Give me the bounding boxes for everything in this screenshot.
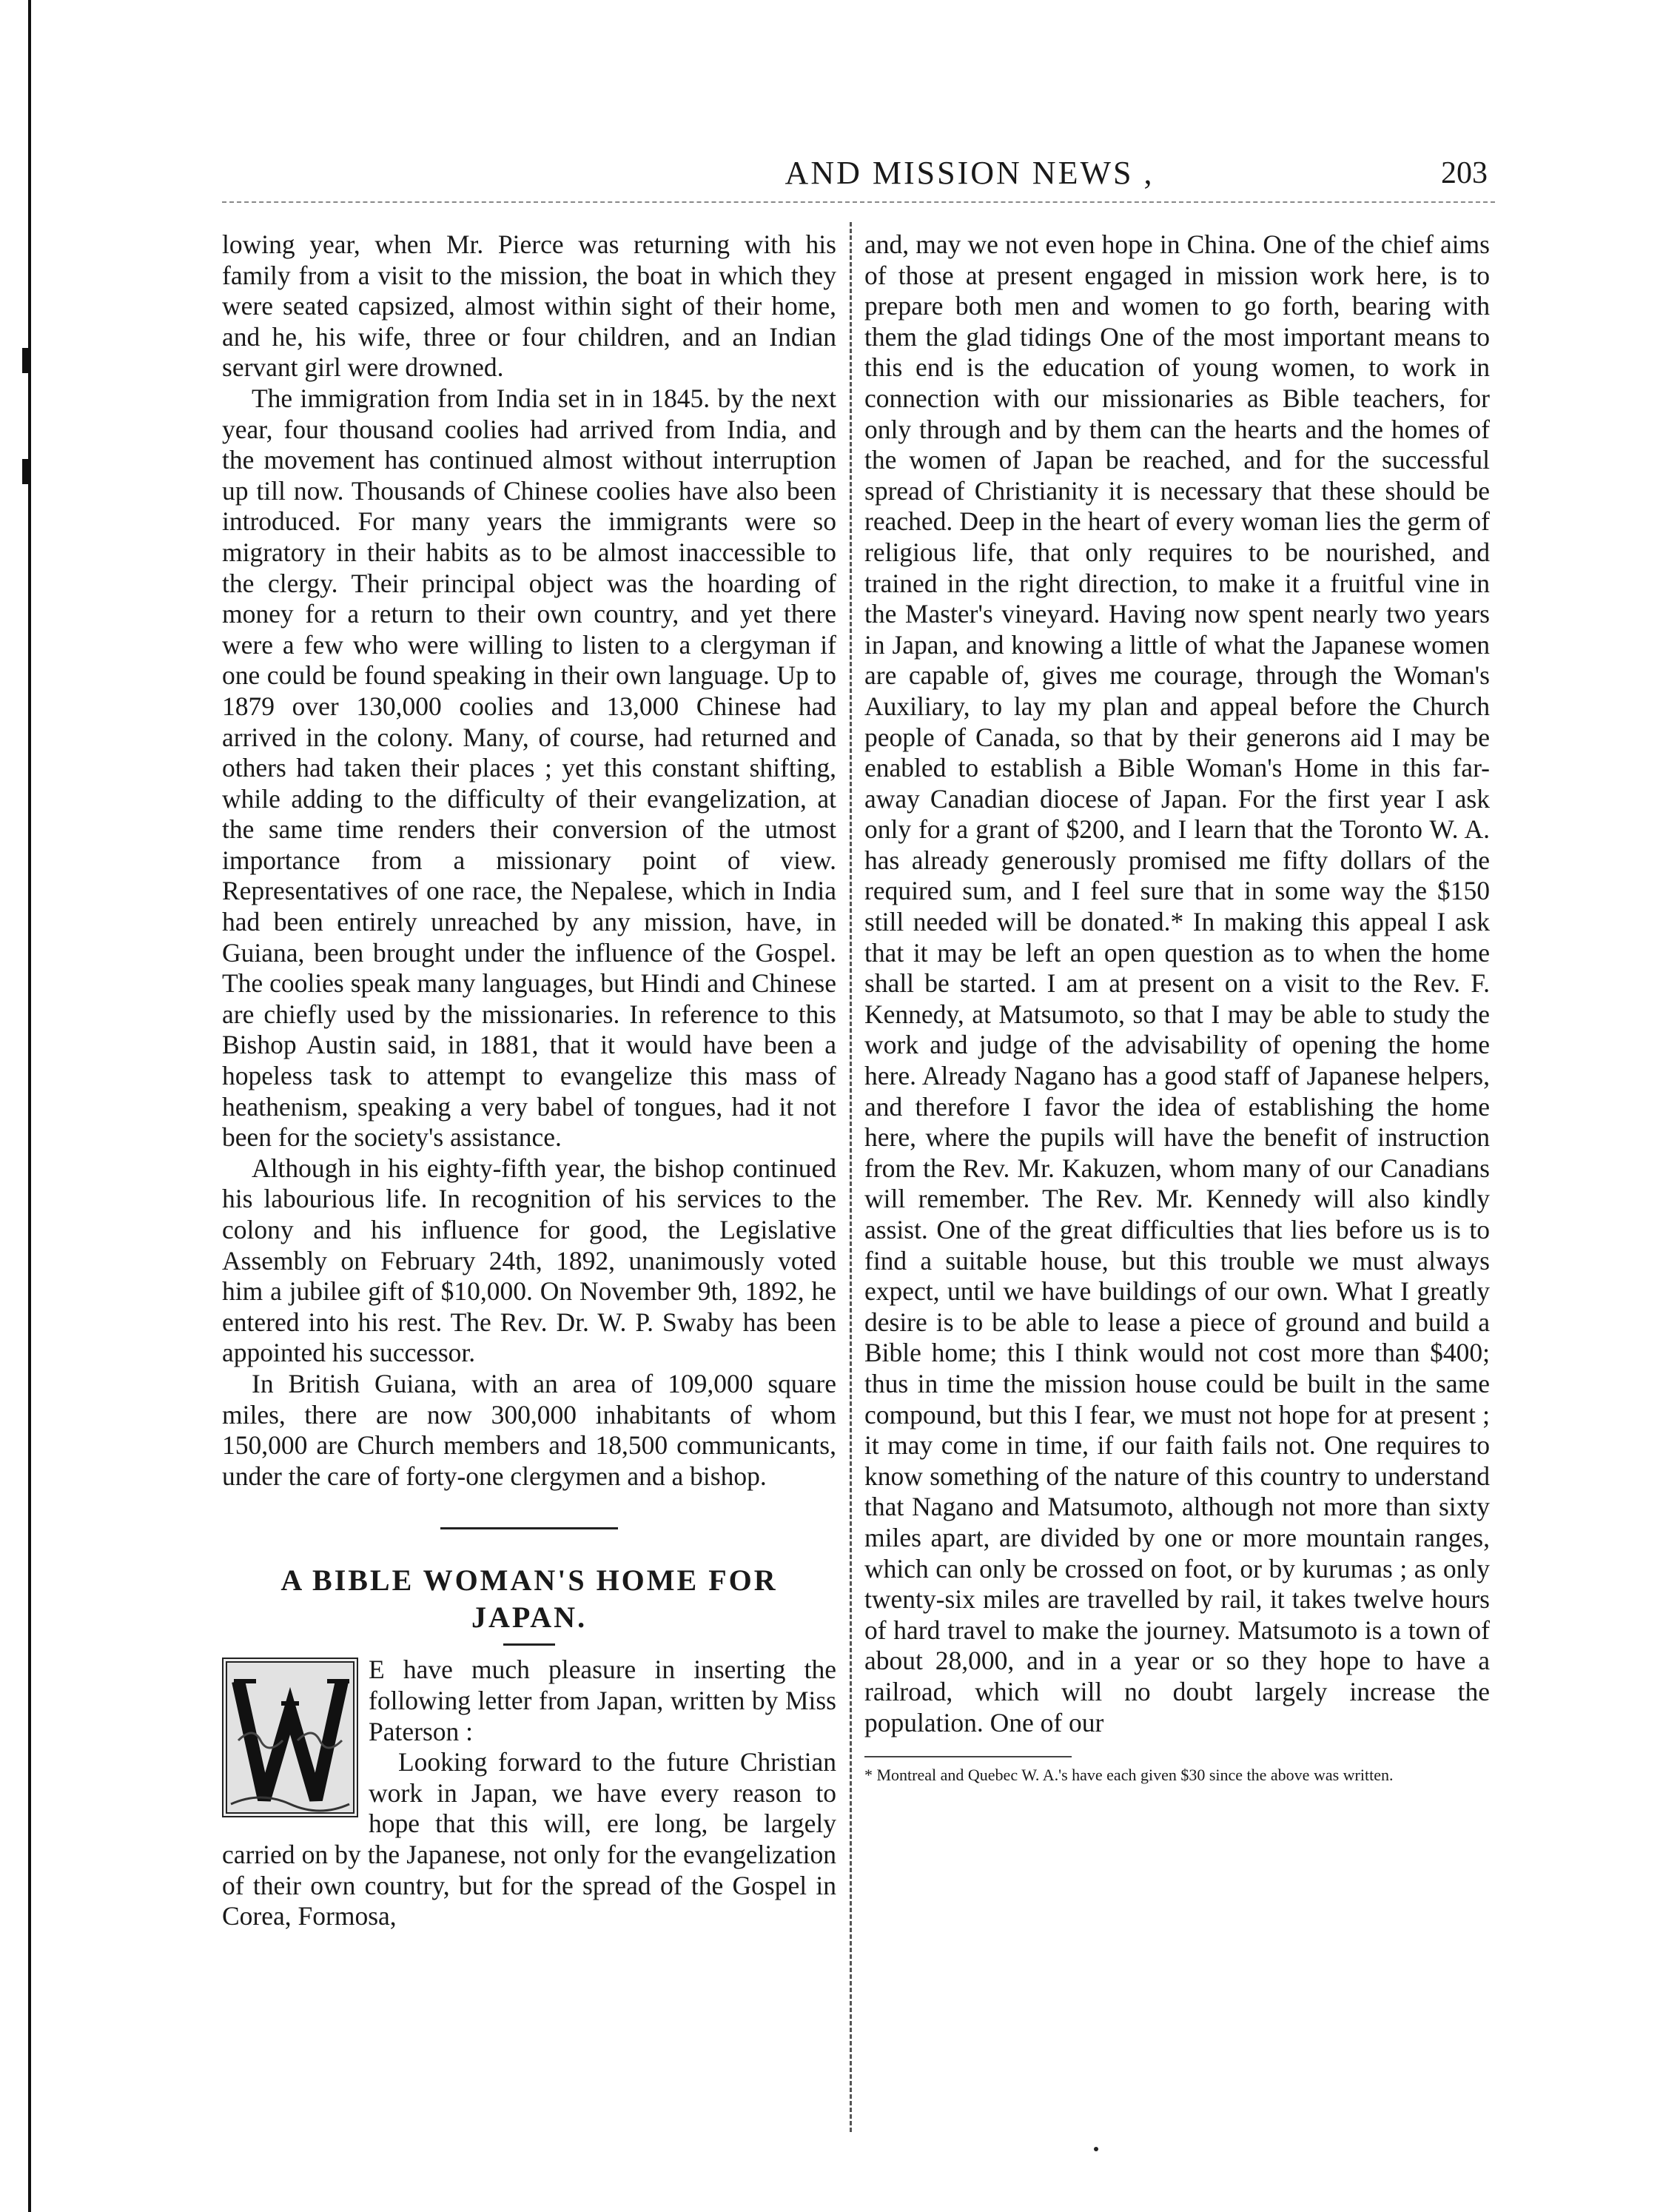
right-column <box>864 229 1490 1786</box>
paragraph: lowing year, when Mr. Pierce was returning with his family from a visit to the mission, the boat in which they were seated capsized, almost within sight of their home, and he, his wife, three or four children, and an Indian servant girl were drowned. <box>222 229 836 383</box>
paragraph: and, may we not even hope in China. One of the chief aims of those at present engaged in mission work here, is to prepare both men and women to go forth, bearing with them the glad tidings One of the most important means to this end is the education of young women, to work in connection with our missionaries as Bible teachers, for only through and by them can the hearts and the homes of the women of Japan be reached, and for the successful spread of Christianity it is necessary that these should be reached. Deep in the heart of every woman lies the germ of religious life, that only requires to be nourished, and trained in the right direction, to make it a fruitful vine in the Master's vineyard. Having now spent nearly two years in Japan, and knowing a little of what the Japanese women are capable of, gives me courage, through the Woman's Auxiliary, to lay my plan and appeal before the Church people of Canada, so that by their generons aid I may be enabled to establish a Bible Woman's Home in this far-away Canadian diocese of Japan. For the first year I ask only for a grant of $200, and I learn that the Toronto W. A. has already generously promised me fifty dollars of the required sum, and I feel sure that in some way the $150 still needed will be donated.* In making this appeal I ask that it may be left an open question as to when the home shall be started. I am at present on a visit to the Rev. F. Kennedy, at Matsumoto, so that I may be able to study the work and judge of the advisability of opening the home here. Already Nagano has a good staff of Japanese helpers, and therefore I favor the idea of establishing the home here, where the pupils will have the benefit of instruction from the Rev. Mr. Kakuzen, whom many of our Canadians will remember. The Rev. Mr. Kennedy will also kindly assist. One of the great difficulties that lies before us is to find a suitable house, but this trouble we must always expect, until we have buildings of our own. What I greatly desire is to be able to lease a piece of ground and build a Bible home; this I think would not cost more than $400; thus in time the mission house could be built in the same compound, but this I fear, we must not hope for at present ; it may come in time, if our faith fails not. One requires to know something of the nature of this country to understand that Nagano and Matsumoto, although not more than sixty miles apart, are divided by one or more mountain ranges, which can only be crossed on foot, or by kurumas ; as only twenty-six miles are travelled by rail, it takes twelve hours of hard travel to make the journey. Matsumoto is a town of about 28,000, and in a year or so they hope to have a railroad, which will no doubt largely increase the population. One of our <box>864 229 1490 1737</box>
ornamental-initial-w-drawing <box>224 1659 357 1816</box>
header-rule <box>222 201 1495 203</box>
article-title-line: A BIBLE WOMAN'S HOME FOR <box>280 1564 778 1598</box>
ornamental-initial-w <box>222 1658 358 1817</box>
title-rule <box>503 1643 555 1646</box>
binding-edge-line <box>28 0 31 2212</box>
paragraph: The immigration from India set in in 1845. by the next year, four thousand coolies had arrived from India, and the movement has continued almost without interruption up till now. Thousands of Chinese coolies have also been introduced. For many years the immigrants were so migratory in their habits as to be almost inaccessible to the clergy. Their principal object was the hoarding of money for a return to their own country, and yet there were a few who were willing to listen to a clergyman if one could be found speaking in their own language. Up to 1879 over 130,000 coolies and 13,000 Chinese had arrived in the colony. Many, of course, had returned and others had taken their places ; yet this constant shifting, while adding to the difficulty of their evangelization, at the same time renders their conversion of the utmost importance from a missionary point of view. Representatives of one race, the Nepalese, which in India had been entirely unreached by any mission, have, in Guiana, been brought under the influence of the Gospel. The coolies speak many languages, but Hindi and Chinese are chiefly used by the missionaries. In reference to this Bishop Austin said, in 1881, that it would have been a hopeless task to attempt to evangelize this mass of heathenism, speaking a very babel of tongues, had it not been for the society's assistance. <box>222 383 836 1153</box>
column-divider <box>850 222 852 2132</box>
footnote: * Montreal and Quebec W. A.'s have each given $30 since the above was written. <box>864 1766 1394 1785</box>
page-number: 203 <box>1441 156 1488 190</box>
running-title: AND MISSION NEWS , <box>785 155 1155 191</box>
left-column <box>222 229 836 1932</box>
paragraph: Looking forward to the future Christian work in Japan, we have every reason to hope that this will, ere long, be largely carried on by the Japanese, not only for the evangelization of their own country, but for the spread of the Gospel in Corea, Formosa, <box>222 1747 836 1931</box>
article-title-line: JAPAN. <box>471 1601 588 1635</box>
running-head <box>222 148 1495 200</box>
page-speck <box>1094 2147 1098 2151</box>
section-separator-rule <box>440 1527 618 1529</box>
paragraph: E have much pleasure in inserting the following letter from Japan, written by Miss Paterson : <box>369 1655 836 1746</box>
footnote-rule <box>864 1756 1072 1757</box>
binding-mark <box>22 348 30 373</box>
binding-mark <box>22 459 30 484</box>
article-title <box>222 1562 836 1636</box>
paragraph: Although in his eighty-fifth year, the bishop continued his labourious life. In recognition of his services to the colony and his influence for good, the Legislative Assembly on February 24th, 1892, unanimously voted him a jubilee gift of $10,000. On November 9th, 1892, he entered into his rest. The Rev. Dr. W. P. Swaby has been appointed his successor. <box>222 1153 836 1368</box>
paragraph: In British Guiana, with an area of 109,000 square miles, there are now 300,000 inhabitants of whom 150,000 are Church members and 18,500 communicants, under the care of forty-one clergymen and a bishop. <box>222 1368 836 1491</box>
